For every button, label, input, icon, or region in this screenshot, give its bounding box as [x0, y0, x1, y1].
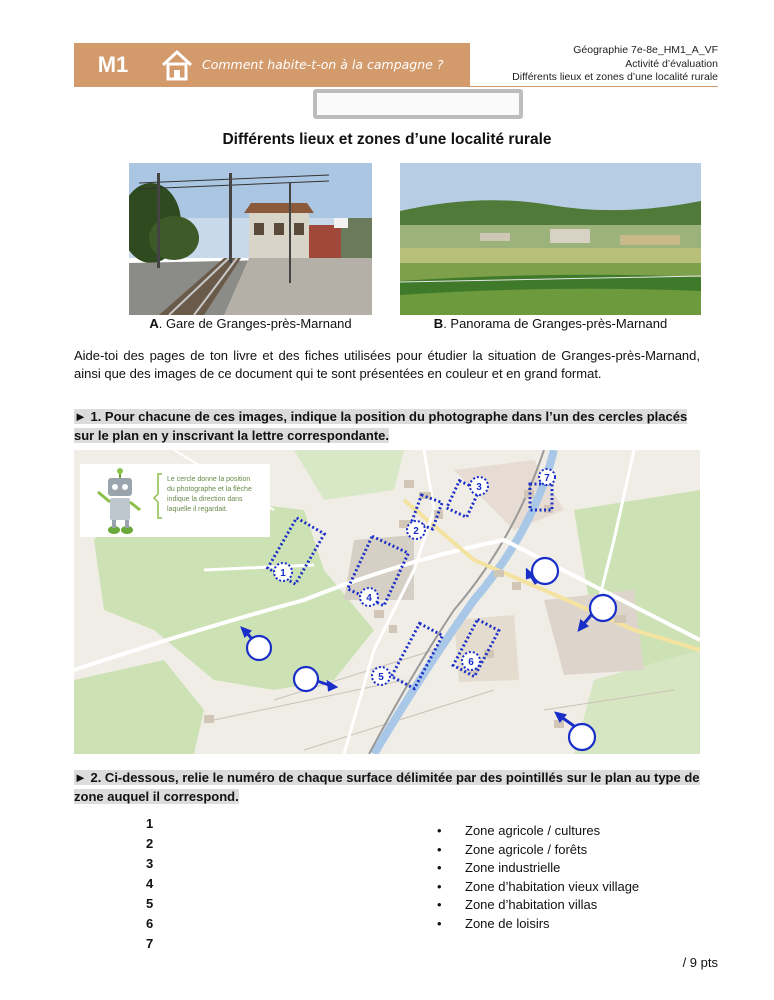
zone-type-item[interactable]: • Zone industrielle: [437, 860, 639, 879]
zone-5-badge: [372, 667, 390, 685]
zone-2-number: 2: [413, 526, 419, 537]
number-item[interactable]: 5: [146, 896, 154, 911]
question-1-text: ► 1. Pour chacune de ces images, indique la position du photographe dans l’un des cercles placés sur le plan en y inscrivant la lettre correspondante.: [74, 409, 688, 443]
meta-line-2: Activité d’évaluation: [625, 57, 718, 70]
zone-4-badge: [360, 588, 378, 606]
score: / 9 pts: [682, 955, 718, 970]
legend-line-4: laquelle il regardait.: [167, 506, 228, 513]
photo-a-caption: [129, 316, 372, 331]
question-2-text: ► 2. Ci-dessous, relie le numéro de chaque surface délimitée par des pointillés sur le plan au type de zone auquel il correspond.: [74, 770, 700, 804]
question-1: [74, 407, 700, 445]
question-2: [74, 768, 700, 806]
zone-2-badge: [407, 521, 425, 539]
legend-line-3: indique la direction dans: [167, 496, 243, 503]
zone-type-item[interactable]: • Zone d’habitation villas: [437, 897, 639, 916]
zone-type-list: [437, 823, 639, 934]
legend-line-2: du photographe et la flèche: [167, 486, 252, 493]
photo-b-caption-text: . Panorama de Granges-près-Marnand: [443, 316, 668, 331]
zone-3-number: 3: [476, 482, 482, 493]
number-item[interactable]: 3: [146, 856, 154, 871]
zone-7-badge: [539, 469, 555, 485]
number-item[interactable]: 6: [146, 916, 154, 931]
banner-title: Comment habite-t-on à la campagne ?: [202, 57, 444, 72]
zone-type-item[interactable]: • Zone d’habitation vieux village: [437, 879, 639, 898]
house-icon: [160, 48, 194, 82]
page-title: Différents lieux et zones d’une localité rurale: [222, 131, 552, 148]
name-field[interactable]: [313, 89, 523, 119]
zone-1-number: 1: [280, 568, 286, 579]
legend-line-1: Le cercle donne la position: [167, 476, 251, 483]
photo-a-caption-text: . Gare de Granges-près-Marnand: [158, 316, 352, 331]
module-badge: M1: [74, 43, 152, 87]
photo-a-station: [129, 163, 372, 315]
village-map: [74, 450, 700, 754]
zone-6-badge: [462, 652, 480, 670]
zone-type-item[interactable]: • Zone de loisirs: [437, 916, 639, 935]
zone-5-number: 5: [378, 672, 384, 683]
meta-line-3: Différents lieux et zones d’une localité rurale: [512, 71, 718, 83]
number-item[interactable]: 7: [146, 936, 154, 951]
zone-number-list: [146, 817, 153, 957]
zone-7-number: 7: [544, 473, 550, 484]
map-legend: [80, 464, 270, 537]
photo-b-letter: B: [433, 316, 444, 331]
number-item[interactable]: 1: [146, 816, 154, 831]
zone-3-badge: [470, 477, 488, 495]
meta-line-1: Géographie 7e-8e_HM1_A_VF: [573, 44, 718, 56]
zone-6-number: 6: [468, 657, 474, 668]
zone-type-item[interactable]: • Zone agricole / forêts: [437, 842, 639, 861]
number-item[interactable]: 2: [146, 836, 154, 851]
header-rule: [470, 86, 718, 87]
intro-paragraph: Aide-toi des pages de ton livre et des fiches utilisées pour étudier la situation de Granges-près-Marnand, ainsi que des images de ce document qui te sont présentées en couleur et en grand format.: [74, 348, 700, 381]
document-meta: [512, 44, 718, 85]
photo-b-panorama: [400, 163, 701, 315]
photo-a-letter: A: [149, 316, 159, 331]
zone-4-number: 4: [366, 593, 372, 604]
zone-type-item[interactable]: • Zone agricole / cultures: [437, 823, 639, 842]
photo-b-caption: [400, 316, 701, 331]
number-item[interactable]: 4: [146, 876, 154, 891]
zone-1-badge: [274, 563, 292, 581]
